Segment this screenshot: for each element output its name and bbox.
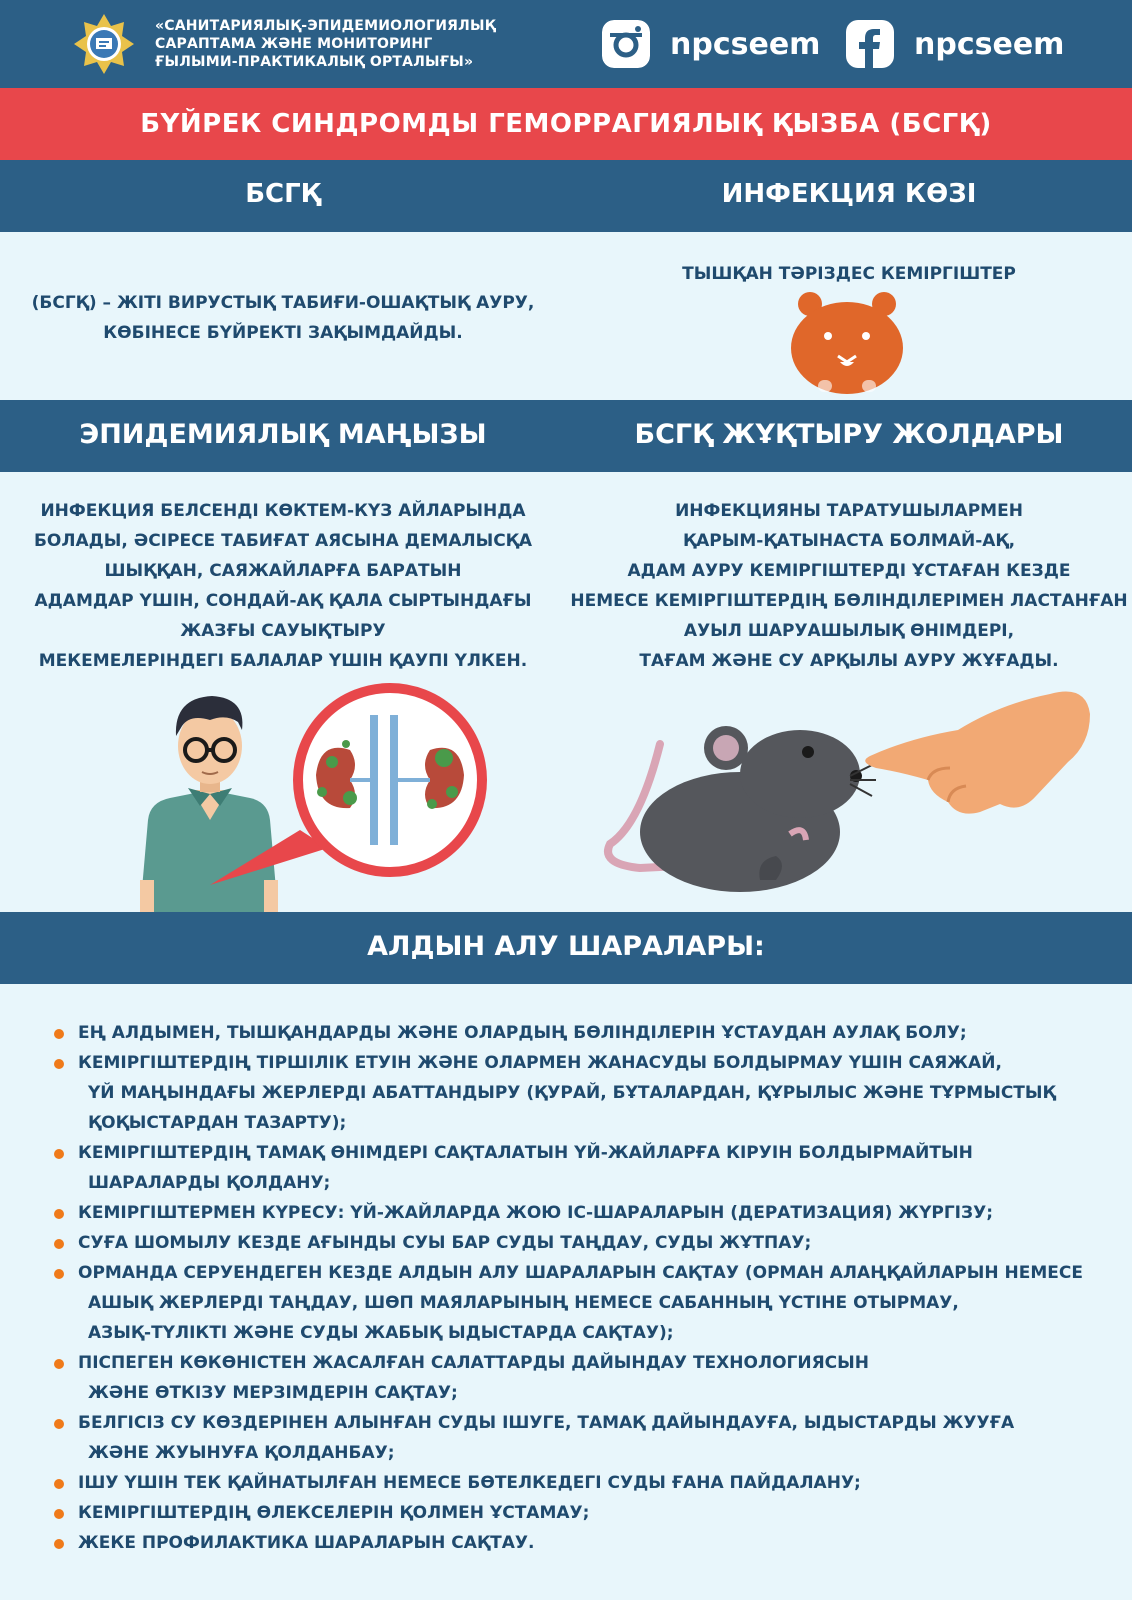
list-item: КЕМІРГІШТЕРДІҢ ТАМАҚ ӨНІМДЕРІ САҚТАЛАТЫН ҮЙ-ЖАЙЛАРҒА КІРУІН БОЛДЫРМАЙТЫН ШАРАЛАРДЫ ҚОЛДАНУ;: [52, 1138, 1092, 1198]
prevention-band: [0, 912, 1132, 984]
instagram-icon: [602, 20, 650, 68]
list-item: ОРМАНДА СЕРУЕНДЕГЕН КЕЗДЕ АЛДЫН АЛУ ШАРАЛАРЫН САҚТАУ (ОРМАН АЛАҢҚАЙЛАРЫН НЕМЕСЕ АШЫҚ ЖЕРЛЕРДІ ТАҢДАУ, ШӨП МАЯЛАРЫНЫҢ НЕМЕСЕ САБАННЫҢ ҮСТІНЕ ОТЫРМАУ, АЗЫҚ-ТҮЛІКТІ ЖӘНЕ СУДЫ ЖАБЫҚ ЫДЫСТАРДА САҚТАУ);: [52, 1258, 1092, 1348]
header-bar: [0, 0, 1132, 88]
facebook-icon: [846, 20, 894, 68]
definition-line-2: КӨБІНЕСЕ БҮЙРЕКТІ ЗАҚЫМДАЙДЫ.: [103, 323, 463, 343]
infection-source-heading: ИНФЕКЦИЯ КӨЗІ: [721, 179, 977, 209]
epidemic-line: ШЫҚҚАН, САЯЖАЙЛАРҒА БАРАТЫН: [104, 561, 462, 581]
section2-band: [0, 400, 1132, 472]
kidney-icon: [200, 680, 500, 890]
organization-name: [155, 17, 496, 71]
list-item: БЕЛГІСІЗ СУ КӨЗДЕРІНЕН АЛЫНҒАН СУДЫ ІШУГЕ, ТАМАҚ ДАЙЫНДАУҒА, ЫДЫСТАРДЫ ЖУУҒА ЖӘНЕ ЖУЫНУҒА ҚОЛДАНБАУ;: [52, 1408, 1092, 1468]
infection-source-text: ТЫШҚАН ТӘРІЗДЕС КЕМІРГІШТЕР: [682, 264, 1016, 284]
instagram-handle: npcseem: [670, 26, 821, 62]
list-item: КЕМІРГІШТЕРДІҢ ТІРШІЛІК ЕТУІН ЖӘНЕ ОЛАРМЕН ЖАНАСУДЫ БОЛДЫРМАУ ҮШІН САЯЖАЙ, ҮЙ МАҢЫНДАҒЫ ЖЕРЛЕРДІ АБАТТАНДЫРУ (ҚУРАЙ, БҰТАЛАРДАН, ҚҰРЫЛЫС ЖӘНЕ ТҰРМЫСТЫҚ ҚОҚЫСТАРДАН ТАЗАРТУ);: [52, 1048, 1092, 1138]
facebook-link[interactable]: [846, 18, 1064, 70]
main-title: БҮЙРЕК СИНДРОМДЫ ГЕМОРРАГИЯЛЫҚ ҚЫЗБА (БСГҚ): [0, 88, 1132, 160]
list-item: ІШУ ҮШІН ТЕК ҚАЙНАТЫЛҒАН НЕМЕСЕ БӨТЕЛКЕДЕГІ СУДЫ ҒАНА ПАЙДАЛАНУ;: [52, 1468, 1092, 1498]
prevention-list: [52, 1018, 1092, 1558]
list-item: ПІСПЕГЕН КӨКӨНІСТЕН ЖАСАЛҒАН САЛАТТАРДЫ ДАЙЫНДАУ ТЕХНОЛОГИЯСЫН ЖӘНЕ ӨТКІЗУ МЕРЗІМДЕРІН САҚТАУ;: [52, 1348, 1092, 1408]
org-line-3: ҒЫЛЫМИ-ПРАКТИКАЛЫҚ ОРТАЛЫҒЫ»: [155, 54, 474, 70]
transmission-line: ИНФЕКЦИЯНЫ ТАРАТУШЫЛАРМЕН: [675, 501, 1023, 521]
list-item: ЖЕКЕ ПРОФИЛАКТИКА ШАРАЛАРЫН САҚТАУ.: [52, 1528, 1092, 1558]
list-item: ЕҢ АЛДЫМЕН, ТЫШҚАНДАРДЫ ЖӘНЕ ОЛАРДЫҢ БӨЛІНДІЛЕРІН ҰСТАУДАН АУЛАҚ БОЛУ;: [52, 1018, 1092, 1048]
transmission-line: АДАМ АУРУ КЕМІРГІШТЕРДІ ҰСТАҒАН КЕЗДЕ: [627, 561, 1071, 581]
epidemic-line: ИНФЕКЦИЯ БЕЛСЕНДІ КӨКТЕМ-КҮЗ АЙЛАРЫНДА: [40, 501, 526, 521]
facebook-handle: npcseem: [914, 26, 1065, 62]
definition-text: [0, 288, 566, 348]
epidemic-line: ЖАЗҒЫ САУЫҚТЫРУ: [180, 621, 386, 641]
transmission-line: ТАҒАМ ЖӘНЕ СУ АРҚЫЛЫ АУРУ ЖҰҒАДЫ.: [639, 651, 1059, 671]
epidemic-significance-text: [0, 496, 566, 676]
emblem-logo: [72, 12, 136, 76]
transmission-routes-text: [566, 496, 1132, 676]
org-line-1: «САНИТАРИЯЛЫҚ-ЭПИДЕМИОЛОГИЯЛЫҚ: [155, 18, 496, 34]
transmission-line: НЕМЕСЕ КЕМІРГІШТЕРДІҢ БӨЛІНДІЛЕРІМЕН ЛАСТАНҒАН: [570, 591, 1128, 611]
hamster-icon: [788, 290, 906, 394]
definition-line-1: (БСГҚ) – ЖІТІ ВИРУСТЫҚ ТАБИҒИ-ОШАҚТЫҚ АУРУ,: [31, 293, 535, 313]
org-line-2: САРАПТАМА ЖӘНЕ МОНИТОРИНГ: [155, 36, 433, 52]
epidemic-significance-heading: ЭПИДЕМИЯЛЫҚ МАҢЫЗЫ: [79, 419, 487, 450]
epidemic-line: БОЛАДЫ, ӘСІРЕСЕ ТАБИҒАТ АЯСЫНА ДЕМАЛЫСҚА: [33, 531, 533, 551]
hand-icon: [840, 684, 1100, 824]
section1-band: [0, 160, 1132, 232]
list-item: КЕМІРГІШТЕРДІҢ ӨЛЕКСЕЛЕРІН ҚОЛМЕН ҰСТАМАУ;: [52, 1498, 1092, 1528]
list-item: СУҒА ШОМЫЛУ КЕЗДЕ АҒЫНДЫ СУЫ БАР СУДЫ ТАҢДАУ, СУДЫ ЖҰТПАУ;: [52, 1228, 1092, 1258]
transmission-routes-heading: БСГҚ ЖҰҚТЫРУ ЖОЛДАРЫ: [634, 419, 1064, 450]
epidemic-line: МЕКЕМЕЛЕРІНДЕГІ БАЛАЛАР ҮШІН ҚАУПІ ҮЛКЕН.: [38, 651, 528, 671]
prevention-heading: АЛДЫН АЛУ ШАРАЛАРЫ:: [367, 931, 765, 962]
definition-heading: БСГҚ: [245, 179, 321, 209]
instagram-link[interactable]: [602, 18, 820, 70]
transmission-line: ҚАРЫМ-ҚАТЫНАСТА БОЛМАЙ-АҚ,: [682, 531, 1016, 551]
list-item: КЕМІРГІШТЕРМЕН КҮРЕСУ: ҮЙ-ЖАЙЛАРДА ЖОЮ ІС-ШАРАЛАРЫН (ДЕРАТИЗАЦИЯ) ЖҮРГІЗУ;: [52, 1198, 1092, 1228]
transmission-line: АУЫЛ ШАРУАШЫЛЫҚ ӨНІМДЕРІ,: [683, 621, 1015, 641]
epidemic-line: АДАМДАР ҮШІН, СОНДАЙ-АҚ ҚАЛА СЫРТЫНДАҒЫ: [34, 591, 532, 611]
